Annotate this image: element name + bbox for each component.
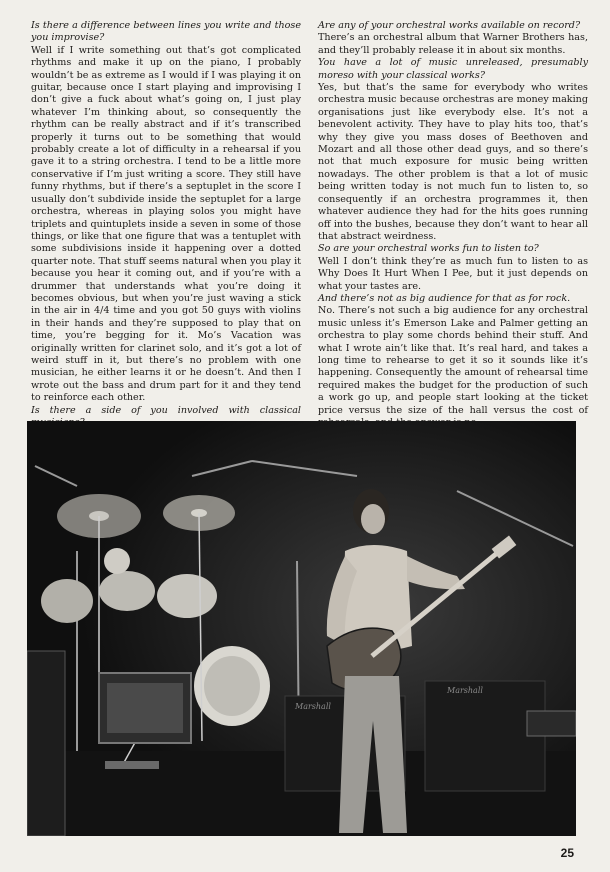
drum-stool xyxy=(105,761,159,769)
marshall-stacks xyxy=(285,681,576,791)
page-number: 25 xyxy=(560,846,574,860)
amp-brand-logo: Marshall xyxy=(447,686,483,695)
answer: There’s an orchestral album that Warner Brothers has, and they’ll probably release it in about six months. xyxy=(318,32,588,56)
answer: Yes, but that’s the same for everybody who writes orchestra music because orchestras are money making organisations just like everybody else. It’s not a benevolent activity. They have to play hits too, that’s why they give you mass doses of Beethoven and Mozart and all those other dead guys, and so there’s not that much exposure for music being written nowadays. The other problem is that a lot of music being written today is not much fun to listen to, so consequently if an orchestra programmes it, then whatever audience they had for the hits goes running off into the bushes, because they don’t want to hear all that abstract weirdness. xyxy=(318,82,588,242)
amp-brand-logo: Marshall xyxy=(295,702,331,711)
answer: Well I don’t think they’re as much fun to listen to as Why Does It Hurt When I Pee, but it just depends on what your tastes are. xyxy=(318,255,588,292)
question: So are your orchestral works fun to listen to? xyxy=(318,243,539,255)
concert-photo xyxy=(27,421,576,836)
amplifier-grille xyxy=(107,683,183,733)
question: Are any of your orchestral works available on record? xyxy=(318,20,581,31)
question: You have a lot of music unreleased, presumably moreso with your classical works? xyxy=(318,57,588,81)
concert-photo-illustration xyxy=(27,421,576,836)
equipment-rack xyxy=(27,651,65,836)
question: And there’s not as big audience for that as for rock. xyxy=(318,292,571,304)
left-text-column xyxy=(31,20,301,479)
answer: No. There’s not such a big audience for any orchestral music unless it’s Emerson Lake and Palmer getting an orchestra to play some chords behind their stuff. And what I wrote ain’t like that. It’s real hard, and takes a long time to rehearse to get it so it sounds like it’s happening. Consequently the amount of rehearsal time required makes the budget for the production of such a work go up, and people start looking at the ticket price versus the size of the hall versus the cost of xyxy=(318,305,588,416)
right-text-column xyxy=(318,20,588,454)
question: Is there a side of you involved with classical xyxy=(31,404,301,416)
question: Is there a difference between lines you write and those you improvise? xyxy=(31,20,301,44)
answer: Well if I write something out that’s got complicated rhythms and make it up on the piano, I probably wouldn’t be as extreme as I would if I was playing it on guitar, because once I start playing and improvising I don’t give a fuck about what’s going on, I just play whatever I’m thinking about, so consequently the rhythm can be really abstract and if it’s transcribed properly it turns out to be something that would probably create a lot of difficulty in a rehearsal if you gave it to a string orchestra. I tend to be a little more conservative if I’m just writing a score. They still have funny rhythms, but if there’s a septuplet in the score I usually don’t subdivide inside the septuplet for a large orchestra, whereas in playing solos you might have triplets and quintuplets inside a seven in some of those things, or like that one figure that was a tentuplet with some subdivisions inside it happening over a dotted quarter note. That stuff seems natural when you play it because you hear it coming out, and if you’re with a drummer that understands what you’re doing it becomes obvious, but when you’re just waving a stick in the air in 4/4 time and you got 50 guys with violins in their hands and they’re supposed to play that on time, you’re begging for it. Mo’s Vacation was originally written for clarinet solo, and it’s got a lot of weird stuff in it, but there’s no problem with one musician, he either learns it or he doesn’t. And then I wrote out the bass and drum part for it and they tend to reinforce each other. xyxy=(31,44,301,404)
